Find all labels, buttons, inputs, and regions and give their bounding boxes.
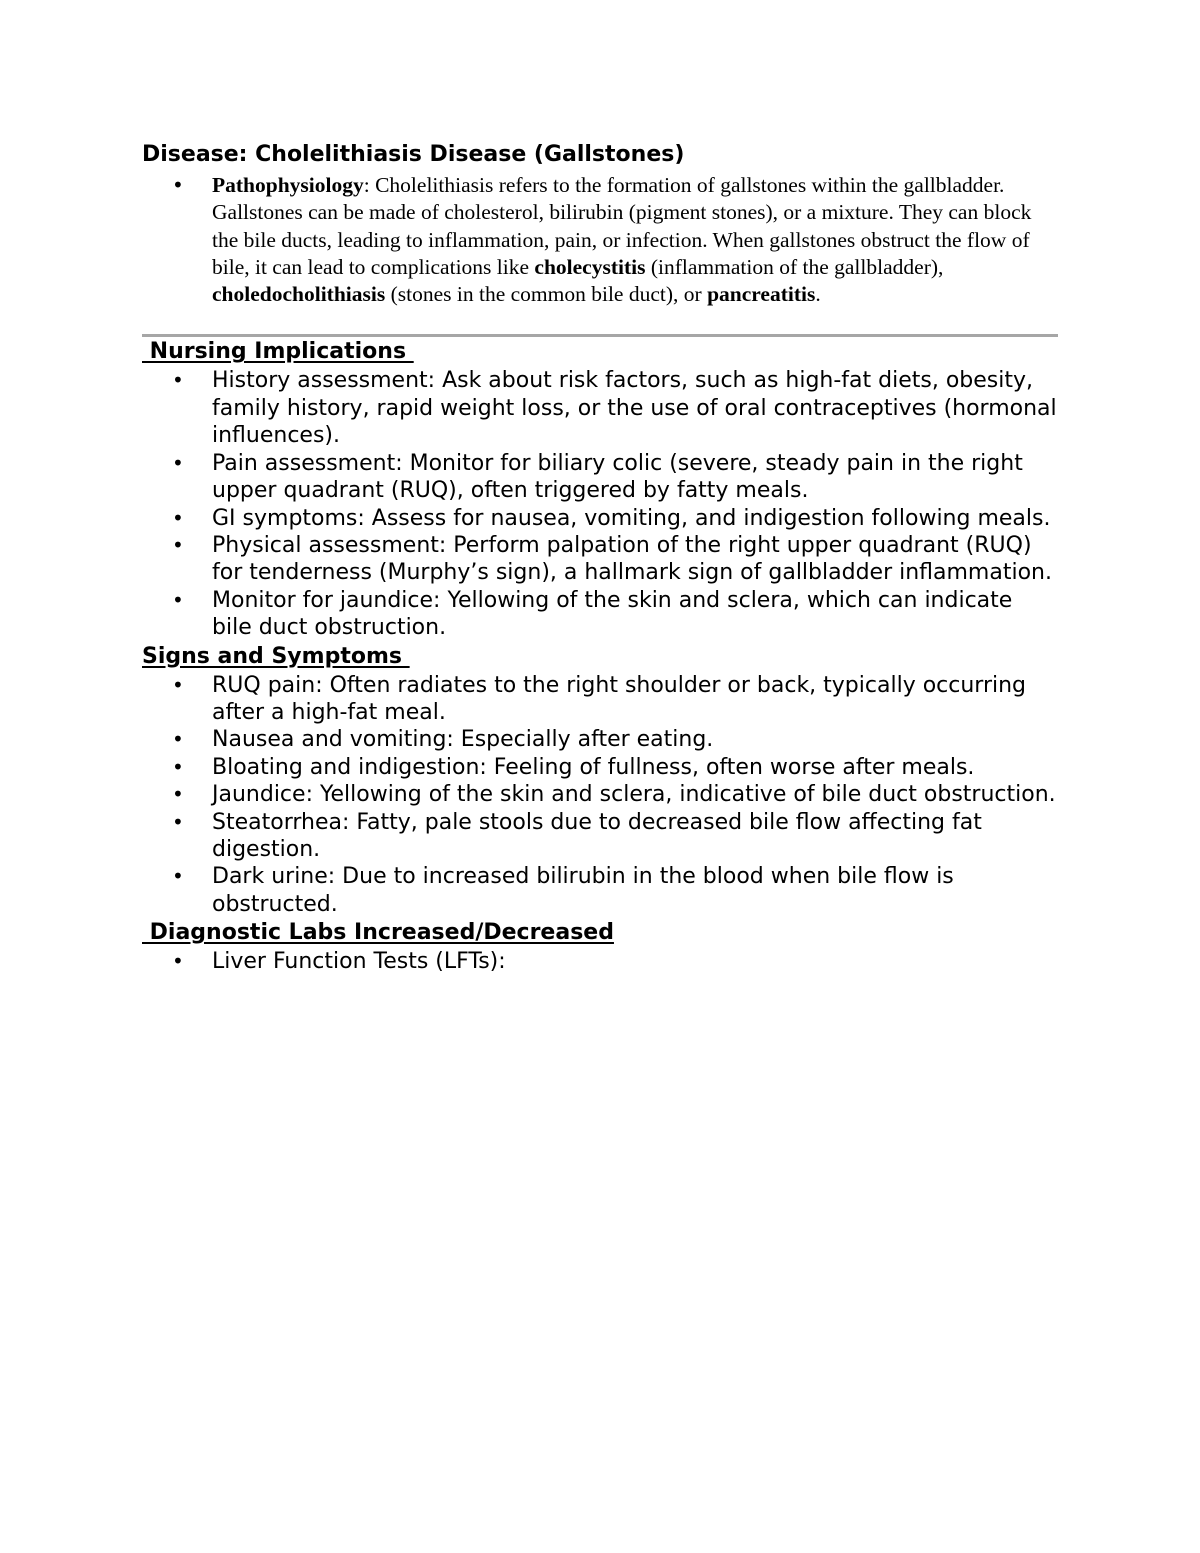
list-item-text: Physical assessment: Perform palpation of the right upper quadrant (RUQ) for tenderness (Murphy’s sign), a hallmark sign of gallbladder inflammation. (212, 532, 1052, 586)
list-item (142, 809, 1058, 864)
pathophysiology-list (142, 172, 1058, 308)
bullet-icon: • (172, 450, 184, 475)
list-item (142, 450, 1058, 505)
list-item (142, 754, 1058, 781)
list-item-text: History assessment: Ask about risk factors, such as high-fat diets, obesity, family history, rapid weight loss, or the use of oral contraceptives (hormonal influences). (212, 368, 1057, 449)
pathophysiology-text (212, 173, 1031, 306)
bullet-icon: • (172, 505, 184, 530)
term-cholecystitis: cholecystitis (534, 254, 646, 279)
page-title: Disease: Cholelithiasis Disease (Gallstones) (142, 142, 685, 167)
diagnostic-labs-list (142, 948, 1058, 975)
bullet-icon: • (172, 809, 184, 834)
signs-and-symptoms-list (142, 672, 1058, 919)
list-item-text: Jaundice: Yellowing of the skin and sclera, indicative of bile duct obstruction. (212, 782, 1056, 808)
list-item-text: RUQ pain: Often radiates to the right shoulder or back, typically occurring after a high-fat meal. (212, 672, 1027, 725)
list-item-text: Bloating and indigestion: Feeling of fullness, often worse after meals. (212, 754, 975, 780)
list-item (142, 781, 1058, 808)
list-item-text: Steatorrhea: Fatty, pale stools due to decreased bile flow affecting fat digestion. (212, 809, 982, 862)
pathophysiology-text-2: (inflammation of the gallbladder), (645, 254, 944, 279)
bullet-icon: • (172, 672, 184, 697)
bullet-icon: • (172, 532, 184, 557)
bullet-icon: • (172, 949, 184, 974)
list-item (142, 948, 1058, 975)
bullet-icon: • (172, 173, 184, 197)
bullet-icon: • (172, 782, 184, 807)
bullet-icon: • (172, 368, 184, 393)
list-item (142, 672, 1058, 727)
bullet-icon: • (172, 754, 184, 779)
signs-and-symptoms-heading: Signs and Symptoms (142, 643, 410, 669)
list-item (142, 863, 1058, 918)
list-item (142, 587, 1058, 642)
list-item (142, 172, 1058, 308)
list-item (142, 726, 1058, 753)
bullet-icon: • (172, 727, 184, 752)
list-item (142, 505, 1058, 532)
nursing-implications-heading: Nursing Implications (142, 339, 414, 365)
term-pancreatitis: pancreatitis (707, 282, 816, 307)
pathophysiology-text-3: (stones in the common bile duct), or (385, 282, 708, 307)
diagnostic-labs-heading: Diagnostic Labs Increased/Decreased (142, 920, 614, 946)
list-item-text: Nausea and vomiting: Especially after eating. (212, 727, 714, 753)
list-item-text: Dark urine: Due to increased bilirubin in the blood when bile flow is obstructed. (212, 864, 954, 917)
list-item-text: Pain assessment: Monitor for biliary colic (severe, steady pain in the right upper quadrant (RUQ), often triggered by fatty meals. (212, 450, 1023, 504)
list-item-text: GI symptoms: Assess for nausea, vomiting, and indigestion following meals. (212, 505, 1051, 531)
list-item (142, 532, 1058, 587)
term-choledocholithiasis: choledocholithiasis (212, 282, 386, 307)
bullet-icon: • (172, 864, 184, 889)
pathophysiology-text-4: . (815, 282, 821, 307)
pathophysiology-label: Pathophysiology (212, 173, 364, 197)
nursing-implications-list (142, 367, 1058, 641)
list-item (142, 367, 1058, 449)
bullet-icon: • (172, 587, 184, 612)
list-item-text: Liver Function Tests (LFTs): (212, 949, 506, 975)
list-item-text: Monitor for jaundice: Yellowing of the skin and sclera, which can indicate bile duct obstruction. (212, 587, 1013, 641)
pathophysiology-text-1: : Cholelithiasis refers to the formation of gallstones within the gallbladder. Gallstones can be made of cholesterol, bilirubin (pigment stones), or a mixture. They can block the bile ducts, leading to inflammation, pain, or infection. When gallstones obstruct the flow of bile, it can lead to complications like (212, 173, 1032, 279)
document-page (142, 138, 1058, 976)
